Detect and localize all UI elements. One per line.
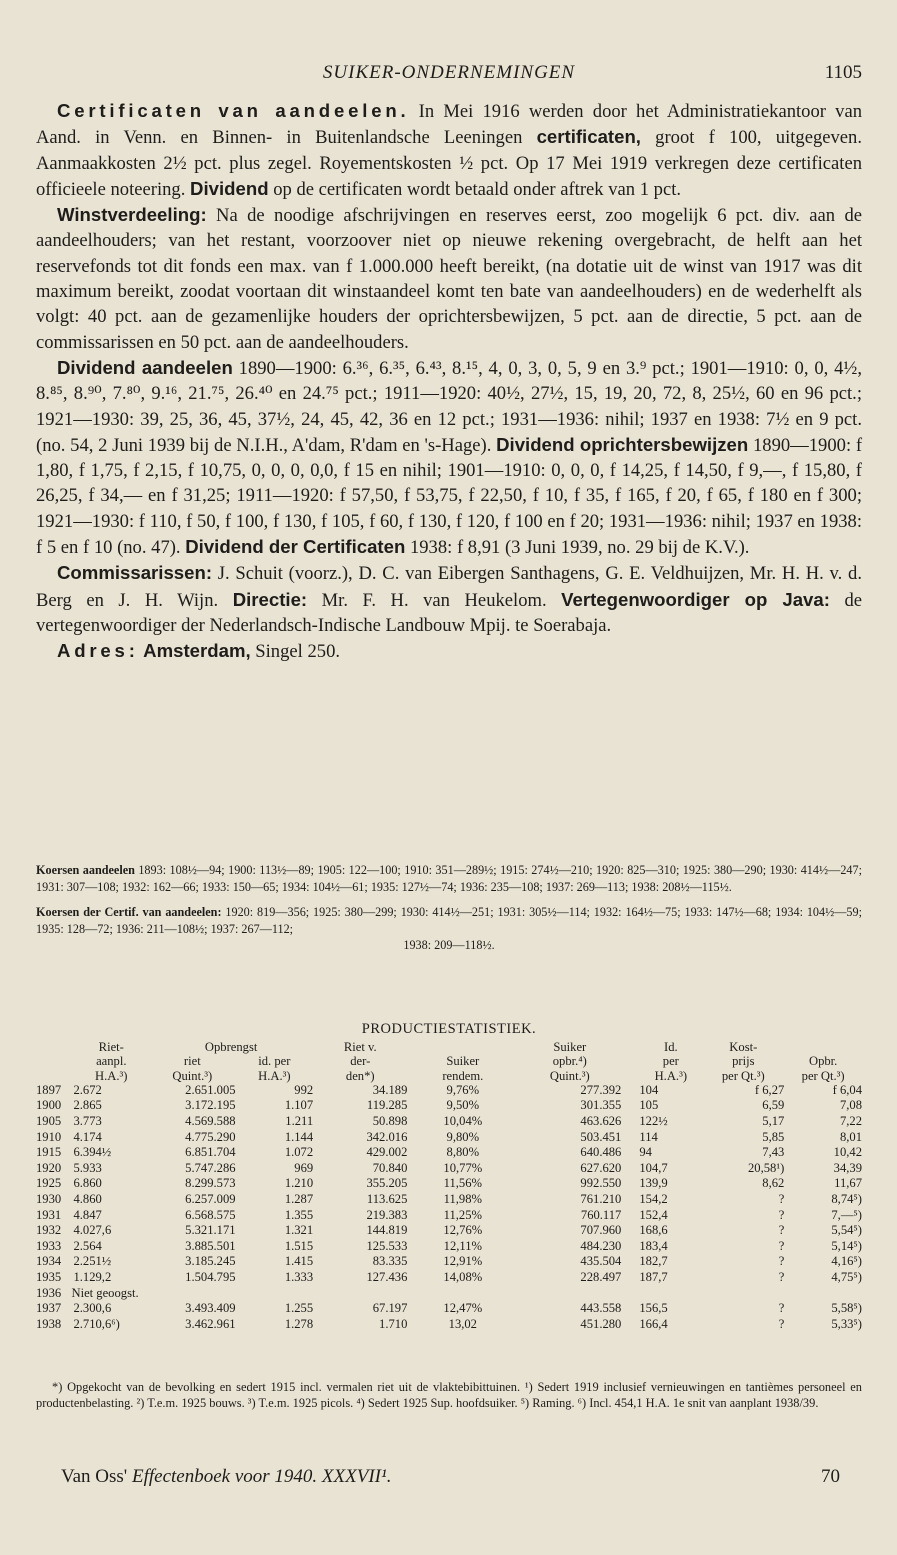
table-cell: ? — [778, 1238, 785, 1253]
table-cell: 2.865 — [73, 1098, 102, 1113]
column-header: per — [662, 1054, 679, 1069]
column-header: prijs — [732, 1054, 755, 1069]
table-cell: 12,76% — [443, 1223, 483, 1238]
column-header: Opbr. — [808, 1054, 838, 1069]
table-cell: 10,77% — [443, 1160, 483, 1175]
koersen-certificaten-last: 1938: 209—118½. — [403, 938, 495, 952]
table-cell: 34,39 — [833, 1160, 862, 1175]
table-cell: 5,17 — [762, 1114, 785, 1129]
table-cell: 1.255 — [284, 1301, 314, 1316]
table-cell: 3.172.195 — [185, 1098, 236, 1113]
table-cell: 1.211 — [285, 1114, 314, 1129]
table-cell: 1.415 — [284, 1254, 314, 1269]
table-cell: 992.550 — [580, 1176, 622, 1191]
page-header — [36, 62, 862, 90]
table-cell: 355.205 — [366, 1176, 408, 1191]
table-row — [36, 1114, 862, 1130]
table-cell: Niet geoogst. — [71, 1285, 139, 1300]
table-cell: 2.651.005 — [185, 1082, 236, 1097]
table-cell: 707.960 — [580, 1223, 622, 1238]
table-cell: 9,80% — [446, 1129, 480, 1144]
table-cell: ? — [778, 1192, 785, 1207]
table-cell: 144.819 — [366, 1223, 408, 1238]
table-cell: 3.493.409 — [185, 1301, 236, 1316]
table-header-row — [36, 1069, 862, 1083]
table-cell: 119.285 — [366, 1098, 408, 1113]
table-cell: ? — [778, 1301, 785, 1316]
koersen-certificaten: Koersen der Certif. van aandeelen: 1920: 819—356; 1925: 380—299; 1930: 414½—251; 1931: 305½—114; 1932: 164½—75; 1933: 147½—68; 1934: 104½—59; 1935: 128—72; 1936: 211—108½; 1937: 267—112; — [36, 905, 863, 936]
column-header — [407, 1040, 518, 1054]
column-header — [784, 1040, 862, 1054]
table-row — [36, 1145, 862, 1161]
table-cell: 484.230 — [580, 1238, 622, 1253]
column-header — [36, 1069, 71, 1083]
dividend-heading: Dividend — [190, 177, 269, 199]
table-cell: 969 — [294, 1160, 314, 1175]
table-cell: 1937 — [36, 1301, 62, 1316]
table-cell: 1.278 — [284, 1316, 314, 1331]
table-cell: 435.504 — [580, 1254, 622, 1269]
adres-paragraph: Adres: Amsterdam, Singel 250. — [57, 640, 341, 663]
table-row — [36, 1176, 862, 1192]
table-cell: 12,47% — [443, 1301, 483, 1316]
table-cell: 4.569.588 — [185, 1114, 236, 1129]
column-header: id. per — [258, 1054, 291, 1069]
table-cell: 1925 — [36, 1176, 62, 1191]
table-cell: 1932 — [36, 1223, 62, 1238]
table-cell: 8.299.573 — [185, 1176, 236, 1191]
table-cell: 1.321 — [284, 1223, 314, 1238]
table-cell: 3.885.501 — [185, 1238, 236, 1253]
table-cell: 4.775.290 — [185, 1129, 236, 1144]
table-cell: 1.504.795 — [185, 1270, 236, 1285]
table-cell: 1920 — [36, 1160, 62, 1175]
table-cell: f 6,04 — [832, 1082, 862, 1097]
table-cell: 6.568.575 — [185, 1207, 236, 1222]
table-row — [36, 1083, 862, 1099]
company-text — [36, 98, 862, 665]
price-quotes — [36, 862, 862, 963]
table-row — [36, 1301, 862, 1317]
commissarissen-heading: Commissarissen: — [57, 562, 213, 584]
directie-heading: Directie: — [232, 588, 308, 610]
table-cell: 20,58¹) — [748, 1160, 785, 1175]
column-header: Suiker — [553, 1040, 587, 1054]
table-cell: 219.383 — [366, 1207, 408, 1222]
table-cell: 640.486 — [580, 1145, 622, 1160]
column-header: H.A.³) — [95, 1068, 128, 1083]
table-cell: 1.515 — [284, 1238, 314, 1253]
table-row — [36, 1270, 862, 1286]
table-row — [36, 1161, 862, 1177]
table-cell: ? — [778, 1207, 785, 1222]
table-cell: 10,04% — [443, 1114, 483, 1129]
table-cell: 9,76% — [446, 1082, 480, 1097]
table-cell: 50.898 — [372, 1114, 408, 1129]
book-title: Van Oss' Effectenboek voor 1940. XXXVII¹. — [61, 1466, 392, 1487]
dividend-aandeelen-paragraph: Dividend aandeelen 1890—1900: 6.³⁶, 6.³⁵, 6.⁴³, 8.¹⁵, 4, 0, 3, 0, 5, 9 en 3.⁹ pct.; 1901—1910: 0, 0, 4½, 8.⁸⁵, 8.⁹⁰, 7.⁸⁰, 9.¹⁶, 21.⁷⁵, 26.⁴⁰ en 24.⁷⁵ pct.; 1911—1920: 40½, 27½, 15, 19, 20, 72, 8, 25½, 60 en 96 pct.; 1921—1930: 39, 25, 36, 45, 37½, 24, 45, 42, 36 en 12 pct.; 1931—1936: nihil; 1937 en 1938: 7½ en 9 pct. (no. 54, 2 Juni 1939 bij de N.I.H., A'dam, R'dam en 's-Hage). Dividend oprichtersbewijzen 1890—1900: f 1,80, f 1,75, f 2,15, f 10,75, 0, 0, 0, 0,0, f 15 en nihil; 1901—1910: 0, 0, 0, f 14,25, f 14,50, f 9,—, f 15,80, f 26,25, f 34,— en f 31,25; 1911—1920: f 57,50, f 53,75, f 22,50, f 10, f 35, f 165, f 20, f 65, f 180 en f 300; 1921—1930: f 110, f 50, f 100, f 130, f 105, f 60, f 130, f 120, f 100 en f 20; 1931—1936: nihil; 1937 en 1938: f 5 en f 10 (no. 47). Dividend der Certificaten 1938: f 8,91 (3 Juni 1939, no. 29 bij de K.V.). — [36, 356, 863, 559]
column-header: opbr.⁴) — [552, 1054, 587, 1069]
table-cell: 5.933 — [73, 1160, 102, 1175]
table-cell: ? — [778, 1270, 785, 1285]
table-cell: 627.620 — [580, 1160, 622, 1175]
table-cell: 7,08 — [839, 1098, 862, 1113]
table-cell: 152,4 — [639, 1207, 668, 1222]
winstverdeeling-paragraph: Winstverdeeling: Na de noodige afschrijvingen en reserves eerst, zoo mogelijk 6 pct. div. aan de aandeelhouders; van het restant, voorzoover niet op nieuwe rekening overgebracht, de helft aan het reservefonds tot dit fonds een max. van f 1.000.000 heeft bereikt, (na dotatie uit de winst van 1917 was dit maximum bereikt, zoodat voortaan dit winstaandeel komt ten bate van aandeelhouders) en de wederhelft als volgt: 40 pct. aan de gezamenlijke houders der oprichtersbewijzen, 5 pct. aan de directie, 5 pct. aan de commissarissen en 50 pct. aan de aandeelhouders. — [36, 204, 862, 353]
table-cell: 113.625 — [366, 1192, 408, 1207]
table-cell: 104 — [639, 1082, 659, 1097]
table-cell: 105 — [639, 1098, 659, 1113]
table-cell: 3.185.245 — [185, 1254, 236, 1269]
table-cell: 12,91% — [443, 1254, 483, 1269]
table-cell: 5.321.171 — [185, 1223, 236, 1238]
table-cell: 1.710 — [379, 1316, 408, 1331]
table-cell: 2.251½ — [73, 1254, 112, 1269]
table-row — [36, 1317, 862, 1333]
column-header: Quint.³) — [549, 1068, 590, 1083]
table-cell: 8,74⁵) — [831, 1192, 862, 1207]
table-cell: 166,4 — [639, 1316, 668, 1331]
table-cell: 154,2 — [639, 1192, 668, 1207]
certificaten-heading: Certificaten van aandeelen. — [57, 100, 410, 121]
table-cell: 94 — [639, 1145, 652, 1160]
table-cell: 228.497 — [580, 1270, 622, 1285]
table-cell: 156,5 — [639, 1301, 668, 1316]
table-cell: 1915 — [36, 1145, 62, 1160]
table-row — [36, 1098, 862, 1114]
table-cell: 761.210 — [580, 1192, 622, 1207]
table-cell: ? — [778, 1223, 785, 1238]
table-cell: 7,43 — [762, 1145, 785, 1160]
table-cell: 4,75⁵) — [831, 1270, 862, 1285]
footer-page-number: 70 — [821, 1466, 840, 1487]
table-cell: 5,58⁵) — [831, 1301, 862, 1316]
table-cell: 503.451 — [580, 1129, 622, 1144]
table-cell: 5,54⁵) — [831, 1223, 862, 1238]
production-table — [36, 1040, 862, 1332]
table-cell: ? — [778, 1254, 785, 1269]
table-cell: 1900 — [36, 1098, 62, 1113]
table-cell: 992 — [294, 1082, 314, 1097]
table-cell: 4.174 — [73, 1129, 102, 1144]
table-cell: 2.672 — [73, 1082, 102, 1097]
column-header: Riet- — [98, 1040, 124, 1054]
table-cell: 1930 — [36, 1192, 62, 1207]
table-cell: 6.394½ — [73, 1145, 112, 1160]
page-number: 1105 — [824, 62, 862, 83]
footnote-text: *) Opgekocht van de bevolking en sedert 1915 incl. vermalen riet uit de vlaktebibittuinen. ¹) Sedert 1919 inclusief vernieuwingen en tantièmes personeel en productenbelasting. ²) T.e.m. 1925 bouws. ³) T.e.m. 1925 picols. ⁴) Sedert 1925 Sup. hoofdsuiker. ⁵) Raming. ⁶) Incl. 454,1 H.A. 1e snit van aanplant 1938/39. — [36, 1380, 862, 1410]
table-row — [36, 1223, 862, 1239]
table-cell: 182,7 — [639, 1254, 668, 1269]
table-cell: 1935 — [36, 1270, 62, 1285]
table-cell: 342.016 — [366, 1129, 408, 1144]
table-cell: 67.197 — [372, 1301, 408, 1316]
table-cell: 1.144 — [284, 1129, 314, 1144]
running-title: SUIKER-ONDERNEMINGEN — [322, 62, 576, 83]
table-cell: 1933 — [36, 1238, 62, 1253]
koersen-aandeelen: Koersen aandeelen 1893: 108½—94; 1900: 113½—89; 1905: 122—100; 1910: 351—289½; 1915: 274½—210; 1920: 825—310; 1925: 380—290; 1930: 414½—247; 1931: 307—108; 1932: 162—66; 1933: 150—65; 1934: 104½—61; 1935: 127½—74; 1936: 235—108; 1937: 269—113; 1938: 208½—115½. — [36, 863, 862, 894]
table-cell: 1931 — [36, 1207, 62, 1222]
table-cell: 127.436 — [366, 1270, 408, 1285]
table-cell: 2.300,6 — [73, 1301, 112, 1316]
table-cell: 1.129,2 — [73, 1270, 112, 1285]
table-cell: 1.333 — [284, 1270, 314, 1285]
table-cell: 13,02 — [448, 1316, 477, 1331]
table-cell: 6,59 — [762, 1098, 785, 1113]
table-cell: 10,42 — [833, 1145, 862, 1160]
table-cell: 187,7 — [639, 1270, 668, 1285]
table-cell: 1936 — [36, 1285, 62, 1300]
column-header: Id. — [664, 1040, 678, 1054]
column-header: Riet v. — [343, 1040, 377, 1054]
table-cell: 1.210 — [284, 1176, 314, 1191]
table-cell: 7,22 — [839, 1114, 862, 1129]
column-header — [36, 1054, 71, 1068]
table-cell: 5.747.286 — [185, 1160, 236, 1175]
table-cell: 11,98% — [443, 1192, 482, 1207]
table-cell: 1.107 — [284, 1098, 314, 1113]
production-statistics — [36, 1021, 862, 1332]
table-cell: 70.840 — [372, 1160, 408, 1175]
table-cell: 4.847 — [73, 1207, 102, 1222]
table-cell: 463.626 — [580, 1114, 622, 1129]
table-cell: 8,01 — [839, 1129, 862, 1144]
table-cell: 4.860 — [73, 1192, 102, 1207]
table-cell: 122½ — [639, 1114, 668, 1129]
table-cell: 429.002 — [366, 1145, 408, 1160]
table-cell: 114 — [639, 1129, 658, 1144]
table-cell: 14,08% — [443, 1270, 483, 1285]
table-row — [36, 1130, 862, 1146]
table-header-row — [36, 1040, 862, 1054]
winstverdeeling-heading: Winstverdeeling: — [57, 204, 207, 226]
table-cell: 11,56% — [443, 1176, 482, 1191]
dividend-certificaten-heading: Dividend der Certificaten — [185, 536, 406, 558]
table-cell: 168,6 — [639, 1223, 668, 1238]
table-cell: 4.027,6 — [73, 1223, 112, 1238]
column-header: per Qt.³) — [801, 1068, 845, 1083]
table-cell: 83.335 — [372, 1254, 408, 1269]
table-cell: 125.533 — [366, 1238, 408, 1253]
adres-heading: Adres: — [57, 640, 139, 662]
table-cell: 12,11% — [443, 1238, 482, 1253]
table-row — [36, 1254, 862, 1270]
table-cell: 9,50% — [446, 1098, 480, 1113]
table-cell: 760.117 — [580, 1207, 622, 1222]
table-cell: f 6,27 — [754, 1082, 785, 1097]
table-cell: 301.355 — [580, 1098, 622, 1113]
vertegenwoordiger-heading: Vertegenwoordiger op Java: — [561, 588, 830, 610]
column-header — [36, 1040, 71, 1054]
column-header: Opbrengst — [204, 1040, 258, 1054]
table-cell: 2.564 — [73, 1238, 102, 1253]
table-cell: 1938 — [36, 1316, 62, 1331]
table-cell: 277.392 — [580, 1082, 622, 1097]
table-cell: 3.462.961 — [185, 1316, 236, 1331]
table-cell: 4,16⁵) — [831, 1254, 862, 1269]
production-title: PRODUCTIESTATISTIEK. — [361, 1021, 537, 1037]
table-cell: 1934 — [36, 1254, 62, 1269]
table-cell: 11,25% — [443, 1207, 482, 1222]
table-row — [36, 1208, 862, 1224]
table-cell: 5,85 — [762, 1129, 785, 1144]
table-cell: 8,62 — [762, 1176, 785, 1191]
table-cell: 183,4 — [639, 1238, 668, 1253]
table-cell: 7,—⁵) — [831, 1207, 862, 1222]
footnotes — [36, 1380, 862, 1411]
table-row — [36, 1239, 862, 1255]
dividend-aandeelen-heading: Dividend aandeelen — [57, 356, 233, 378]
column-header: per Qt.³) — [721, 1068, 765, 1083]
dividend-oprichters-heading: Dividend oprichtersbewijzen — [496, 433, 749, 455]
certificaten-paragraph: Certificaten van aandeelen. In Mei 1916 werden door het Administratiekantoor van Aand. in Venn. en Binnen- in Buitenlandsche Leeningen certificaten, groot f 100, uitgegeven. Aanmaakkosten 2½ pct. plus zegel. Royementskosten ½ pct. Op 17 Mei 1919 verkregen deze certificaten officieele noteering. Dividend op de certificaten wordt betaald onder aftrek van 1 pct. — [36, 100, 863, 200]
table-cell: 2.710,6⁶) — [73, 1316, 120, 1331]
table-cell: 6.851.704 — [185, 1145, 236, 1160]
table-cell: 1.072 — [284, 1145, 314, 1160]
column-header: H.A.³) — [258, 1068, 291, 1083]
table-cell: ? — [778, 1316, 785, 1331]
column-header: Kost- — [729, 1040, 758, 1054]
table-cell: 1905 — [36, 1114, 62, 1129]
table-cell: 1.287 — [284, 1192, 314, 1207]
column-header: aanpl. — [96, 1054, 127, 1069]
table-cell: 443.558 — [580, 1301, 622, 1316]
column-header: H.A.³) — [654, 1068, 688, 1083]
column-header: riet — [183, 1054, 201, 1069]
table-cell: 6.257.009 — [185, 1192, 236, 1207]
table-cell: 5,33⁵) — [831, 1316, 862, 1331]
table-cell: 1.355 — [284, 1207, 314, 1222]
table-cell: 451.280 — [580, 1316, 622, 1331]
table-cell: 5,14⁵) — [831, 1238, 862, 1253]
column-header: Quint.³) — [172, 1068, 213, 1083]
table-cell: 3.773 — [73, 1114, 102, 1129]
table-row — [36, 1286, 862, 1302]
table-header-row — [36, 1054, 862, 1068]
table-cell: 34.189 — [372, 1082, 408, 1097]
management-paragraph: Commissarissen: J. Schuit (voorz.), D. C. van Eibergen Santhagens, G. E. Veldhuijzen, Mr. H. H. v. d. Berg en J. H. Wijn. Directie: Mr. F. H. van Heukelom. Vertegenwoordiger op Java: de vertegenwoordiger der Nederlandsch-Indische Landbouw Mpij. te Soerabaja. — [36, 562, 862, 636]
table-cell: 1910 — [36, 1129, 62, 1144]
column-header: rendem. — [442, 1068, 484, 1083]
table-cell: 1897 — [36, 1082, 62, 1097]
table-cell: 104,7 — [639, 1160, 668, 1175]
table-row — [36, 1192, 862, 1208]
column-header: Suiker — [446, 1054, 480, 1069]
table-cell: 139,9 — [639, 1176, 668, 1191]
column-header: der- — [350, 1054, 371, 1069]
table-cell: 8,80% — [446, 1145, 480, 1160]
table-cell: 11,67 — [834, 1176, 862, 1191]
table-cell: 6.860 — [73, 1176, 102, 1191]
column-header: den*) — [345, 1068, 375, 1083]
